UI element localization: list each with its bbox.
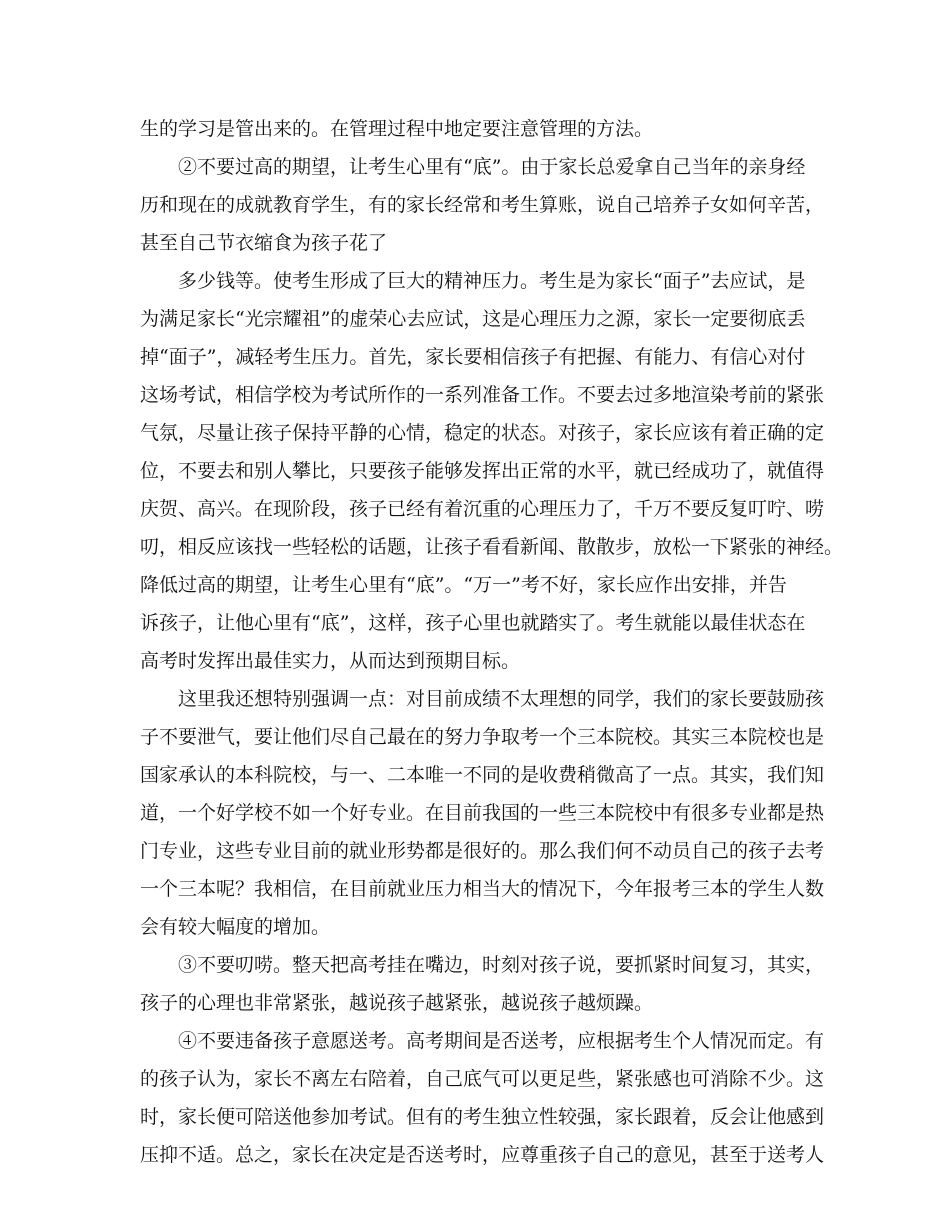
text-line: ②不要过高的期望，让考生心里有“底”。由于家长总爱拿自己当年的亲身经 <box>178 156 806 178</box>
text-line: 门专业，这些专业目前的就业形势都是很好的。那么我们何不动员自己的孩子去考 <box>140 840 825 862</box>
text-line: 会有较大幅度的增加。 <box>140 916 331 938</box>
text-line: 庆贺、高兴。在现阶段，孩子已经有着沉重的心理压力了，千万不要反复叮咛、唠 <box>140 498 825 520</box>
text-line: 时，家长便可陪送他参加考试。但有的考生独立性较强，家长跟着，反会让他感到 <box>140 1106 825 1128</box>
text-line: ③不要叨唠。整天把高考挂在嘴边，时刻对孩子说，要抓紧时间复习，其实， <box>178 954 825 976</box>
text-line: 甚至自己节衣缩食为孩子花了 <box>140 232 388 254</box>
text-line: 这场考试，相信学校为考试所作的一系列准备工作。不要去过多地渲染考前的紧张 <box>140 384 825 406</box>
text-line: ④不要违备孩子意愿送考。高考期间是否送考，应根据考生个人情况而定。有 <box>178 1030 825 1052</box>
text-line: 诉孩子，让他心里有“底”，这样，孩子心里也就踏实了。考生就能以最佳状态在 <box>140 612 806 634</box>
text-line: 道，一个好学校不如一个好专业。在目前我国的一些三本院校中有很多专业都是热 <box>140 802 825 824</box>
text-line: 为满足家长“光宗耀祖”的虚荣心去应试，这是心理压力之源，家长一定要彻底丢 <box>140 308 806 330</box>
text-line: 历和现在的成就教育学生，有的家长经常和考生算账，说自己培养子女如何辛苦， <box>140 194 825 216</box>
text-line: 这里我还想特别强调一点：对目前成绩不太理想的同学，我们的家长要鼓励孩 <box>178 688 825 710</box>
text-line: 多少钱等。使考生形成了巨大的精神压力。考生是为家长“面子”去应试，是 <box>178 270 806 292</box>
text-line: 气氛，尽量让孩子保持平静的心情，稳定的状态。对孩子，家长应该有着正确的定 <box>140 422 825 444</box>
text-line: 叨，相反应该找一些轻松的话题，让孩子看看新闻、散散步，放松一下紧张的神经。 <box>140 536 844 558</box>
text-line: 位，不要去和别人攀比，只要孩子能够发挥出正常的水平，就已经成功了，就值得 <box>140 460 825 482</box>
text-line: 孩子的心理也非常紧张，越说孩子越紧张，越说孩子越烦躁。 <box>140 992 654 1014</box>
text-line: 国家承认的本科院校，与一、二本唯一不同的是收费稍微高了一点。其实，我们知 <box>140 764 825 786</box>
text-line: 一个三本呢？我相信，在目前就业压力相当大的情况下，今年报考三本的学生人数 <box>140 878 825 900</box>
text-line: 高考时发挥出最佳实力，从而达到预期目标。 <box>140 650 521 672</box>
text-line: 的孩子认为，家长不离左右陪着，自己底气可以更足些，紧张感也可消除不少。这 <box>140 1068 825 1090</box>
text-line: 掉“面子”，减轻考生压力。首先，家长要相信孩子有把握、有能力、有信心对付 <box>140 346 806 368</box>
text-line: 子不要泄气，要让他们尽自己最在的努力争取考一个三本院校。其实三本院校也是 <box>140 726 825 748</box>
text-line: 生的学习是管出来的。在管理过程中地定要注意管理的方法。 <box>140 118 654 140</box>
text-line: 压抑不适。总之，家长在决定是否送考时，应尊重孩子自己的意见，甚至于送考人 <box>140 1144 825 1166</box>
text-line: 降低过高的期望，让考生心里有“底”。“万一”考不好，家长应作出安排，并告 <box>140 574 787 596</box>
